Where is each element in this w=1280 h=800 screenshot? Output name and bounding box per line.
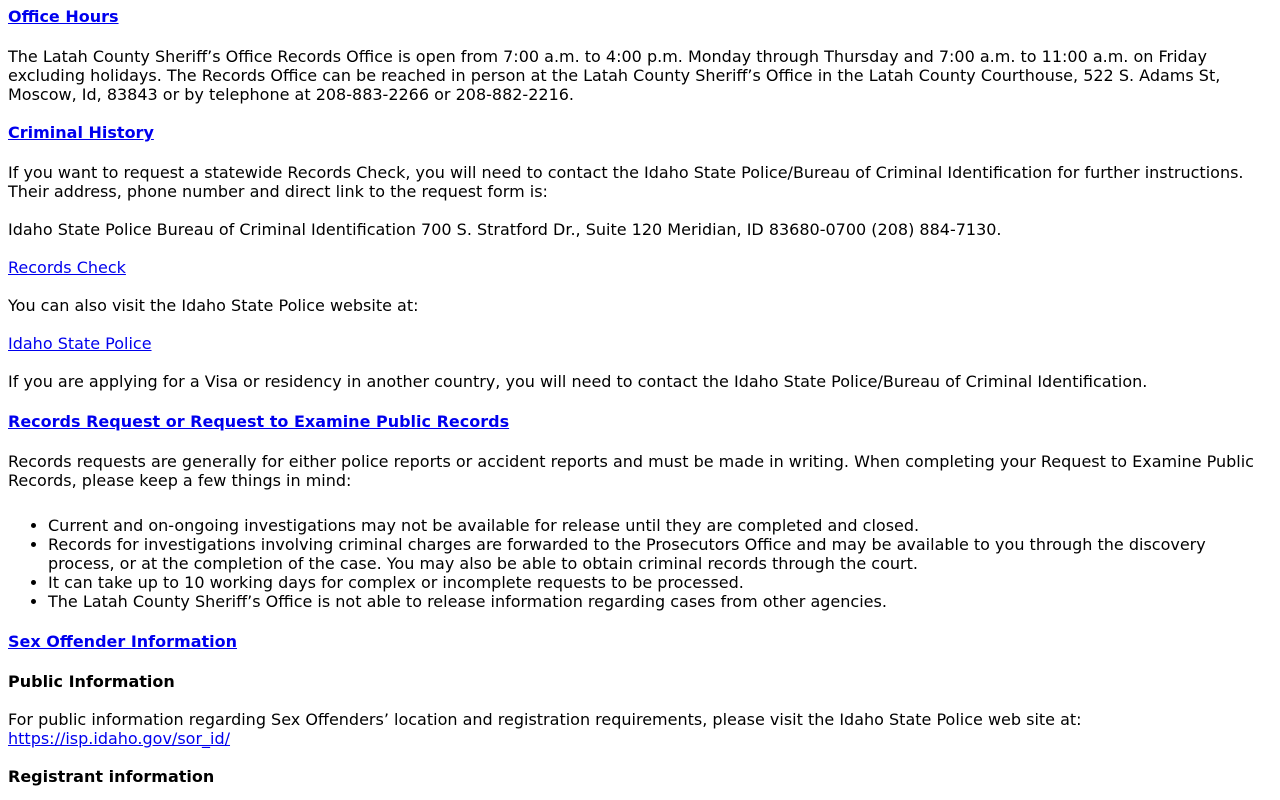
records-check-link[interactable]: Records Check	[8, 258, 126, 277]
visa-text: If you are applying for a Visa or residency in another country, you will need to contact the Idaho State Police/Bureau of Criminal Identification.	[8, 372, 1148, 391]
registrant-information-heading: Registrant information	[8, 767, 215, 786]
list-item: • It can take up to 10 working days for complex or incomplete requests to be processed.	[48, 573, 1272, 592]
records-request-heading-link[interactable]: Records Request or Request to Examine Public Records	[8, 412, 510, 431]
isp-sor-link[interactable]: https://isp.idaho.gov/sor_id/	[8, 729, 231, 748]
isp-bci-address: Idaho State Police Bureau of Criminal Identification 700 S. Stratford Dr., Suite 120 Meridian, ID 83680-0700 (208) 884-7130.	[8, 220, 1002, 239]
list-item: • The Latah County Sheriff’s Office is not able to release information regarding cases from other agencies.	[48, 592, 1272, 611]
records-check-paragraph	[8, 258, 1272, 277]
list-item: • Records for investigations involving criminal charges are forwarded to the Prosecutors Office and may be available to you through the discovery process, or at the completion of the case. You may also be able to obtain criminal records through the court.	[48, 535, 1272, 573]
public-information-text	[8, 710, 1272, 748]
visit-isp-text: You can also visit the Idaho State Police website at:	[8, 296, 419, 315]
isp-link-paragraph	[8, 334, 1272, 353]
criminal-history-intro: If you want to request a statewide Records Check, you will need to contact the Idaho State Police/Bureau of Criminal Identification for further instructions. Their address, phone number and direct link to the request form is:	[8, 163, 1244, 201]
office-hours-text: The Latah County Sheriff’s Office Records Office is open from 7:00 a.m. to 4:00 p.m. Monday through Thursday and 7:00 a.m. to 11:00 a.m. on Friday excluding holidays. The Records Office can be reached in person at the Latah County Sheriff’s Office in the Latah County Courthouse, 522 S. Adams St, Moscow, Id, 83843 or by telephone at 208-883-2266 or 208-882-2216.	[8, 47, 1221, 104]
records-request-intro: Records requests are generally for either police reports or accident reports and must be made in writing. When completing your Request to Examine Public Records, please keep a few things in mind:	[8, 452, 1254, 490]
idaho-state-police-link[interactable]: Idaho State Police	[8, 334, 152, 353]
list-item: • Current and on-ongoing investigations may not be available for release until they are completed and closed.	[48, 516, 1272, 535]
office-hours-heading-link[interactable]: Office Hours	[8, 7, 119, 26]
sex-offender-heading-link[interactable]: Sex Offender Information	[8, 632, 238, 651]
records-request-list	[8, 516, 1272, 611]
criminal-history-heading-link[interactable]: Criminal History	[8, 123, 154, 142]
public-information-description: For public information regarding Sex Offenders’ location and registration requirements, please visit the Idaho State Police web site at:	[8, 710, 1082, 729]
public-information-heading: Public Information	[8, 672, 175, 691]
